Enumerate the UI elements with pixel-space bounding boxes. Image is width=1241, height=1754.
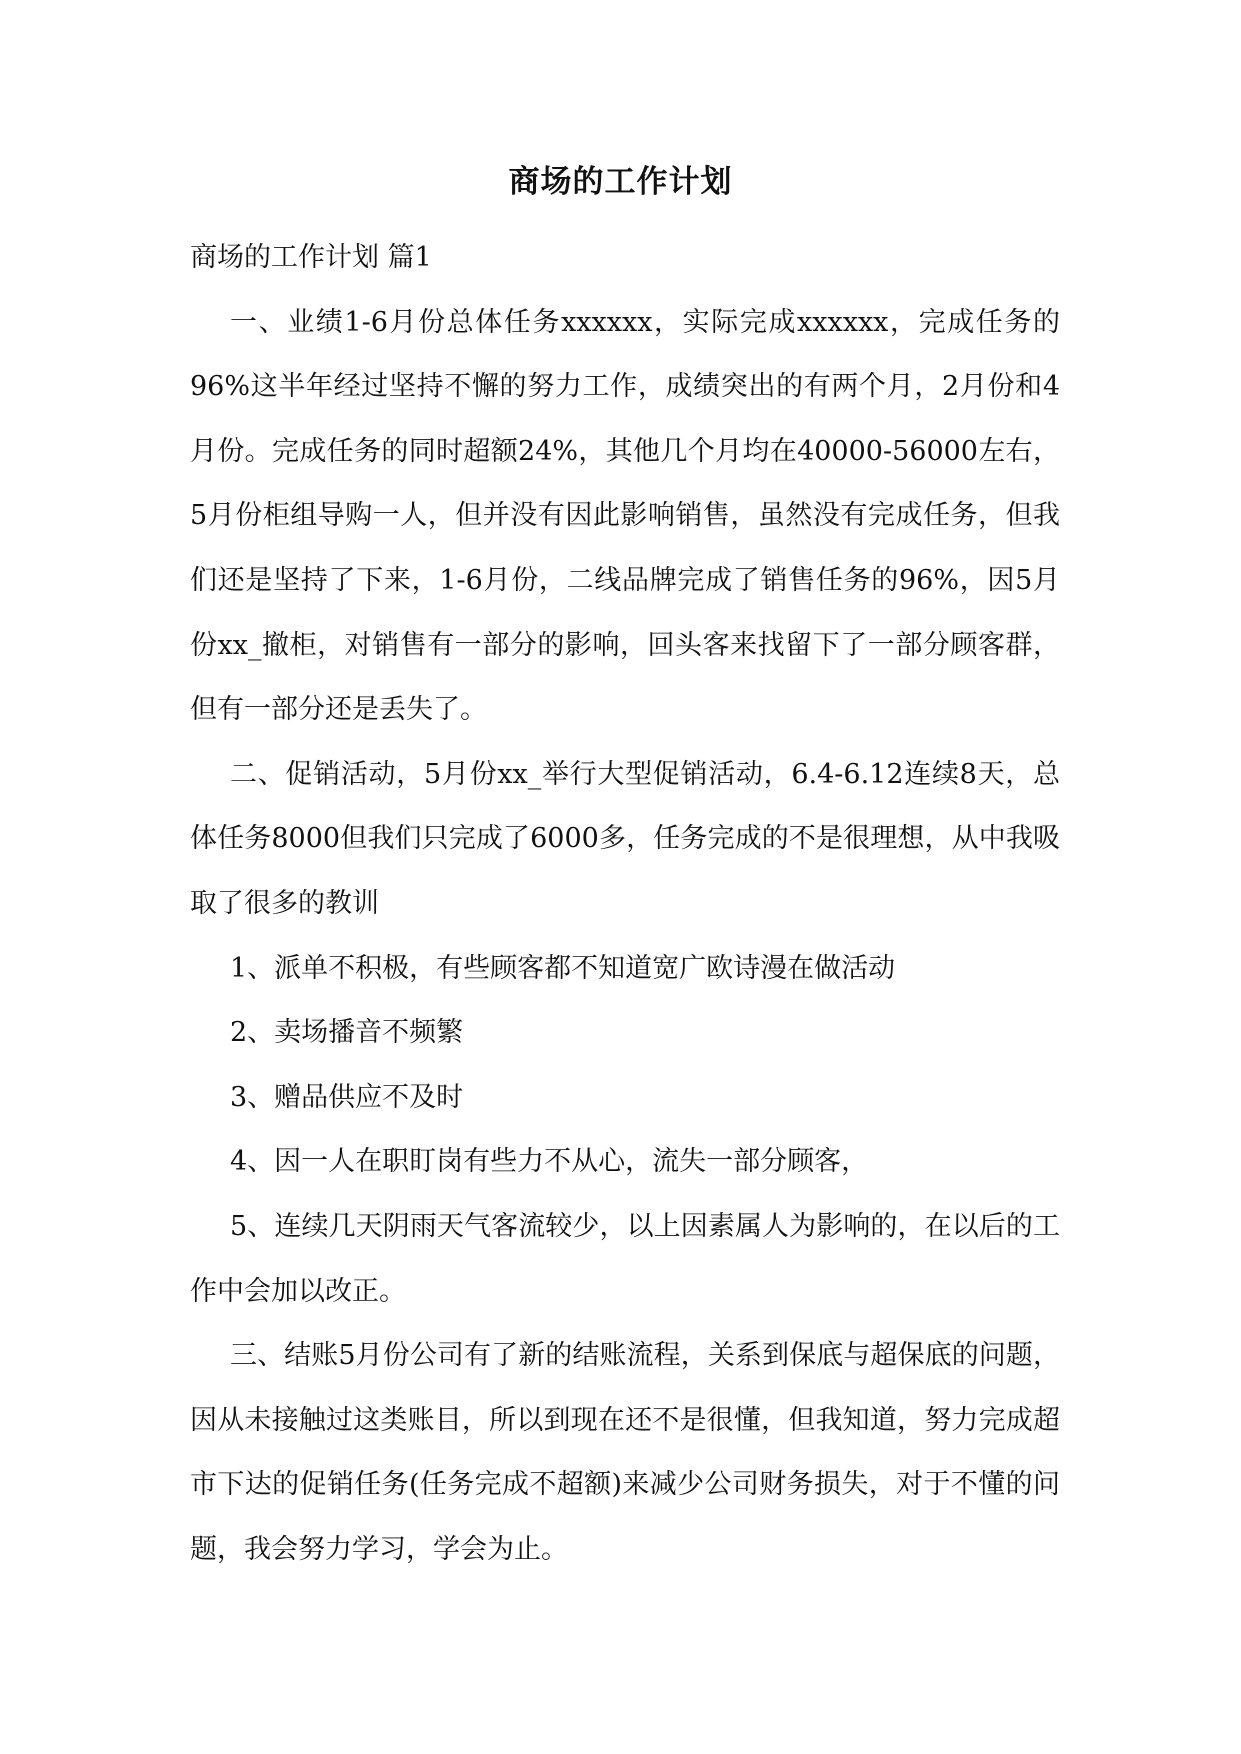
document-subtitle: 商场的工作计划 篇1 <box>190 242 432 273</box>
paragraph-promotion: 二、促销活动，5月份xx_举行大型促销活动，6.4-6.12连续8天，总体任务8000但我们只完成了6000多，任务完成的不是很理想，从中我吸取了很多的教训 <box>190 758 1060 919</box>
lesson-item-3: 3、赠品供应不及时 <box>230 1081 464 1113</box>
lesson-item-4: 4、因一人在职盯岗有些力不从心，流失一部分顾客， <box>230 1146 869 1178</box>
document-title: 商场的工作计划 <box>508 164 733 200</box>
paragraph-performance: 一、业绩1-6月份总体任务xxxxxx，实际完成xxxxxx，完成任务的96%这半年经过坚持不懈的努力工作，成绩突出的有两个月，2月份和4月份。完成任务的同时超额24%，其他几个月均在40000-56000左右，5月份柜组导购一人，但并没有因此影响销售，虽然没有完成任务，但我们还是坚持了下来，1-6月份，二线品牌完成了销售任务的96%，因5月份xx_撤柜，对销售有一部分的影响，回头客来找留下了一部分顾客群，但有一部分还是丢失了。 <box>190 306 1060 726</box>
document-body <box>190 226 1060 1582</box>
lesson-item-2: 2、卖场播音不频繁 <box>230 1017 464 1049</box>
paragraph-accounting: 三、结账5月份公司有了新的结账流程，关系到保底与超保底的问题，因从未接触过这类账目，所以到现在还不是很懂，但我知道，努力完成超市下达的促销任务(任务完成不超额)来减少公司财务损失，对于不懂的问题，我会努力学习，学会为止。 <box>190 1340 1060 1565</box>
lesson-item-5: 5、连续几天阴雨天气客流较少，以上因素属人为影响的，在以后的工作中会加以改正。 <box>190 1210 1060 1307</box>
lesson-item-1: 1、派单不积极，有些顾客都不知道宽广欧诗漫在做活动 <box>230 952 896 984</box>
